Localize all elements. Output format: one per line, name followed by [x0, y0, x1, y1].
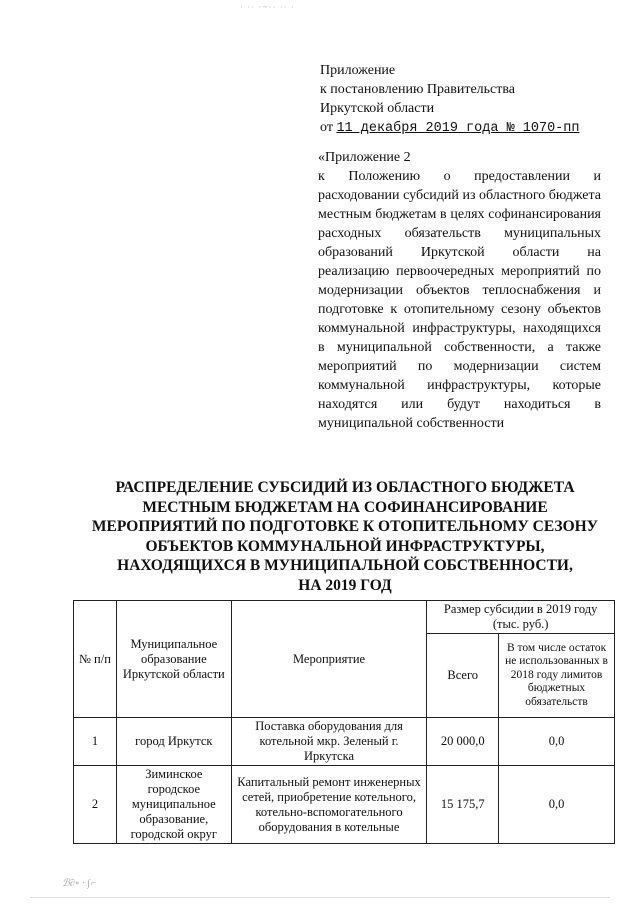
row-unused: 0,0 — [499, 718, 615, 766]
table-row — [74, 766, 615, 844]
header-measure: Мероприятие — [231, 601, 427, 718]
row-measure: Капитальный ремонт инженерных сетей, приобретение котельного, котельно-вспомогательного оборудования в котельные — [231, 766, 427, 844]
header-subsidy-group: Размер субсидии в 2019 году (тыс. руб.) — [427, 601, 615, 634]
title-line: НА 2019 ГОД — [298, 576, 392, 594]
title-line: МЕРОПРИЯТИЙ ПО ПОДГОТОВКЕ К ОТОПИТЕЛЬНОМУ СЕЗОНУ — [91, 518, 599, 536]
page-edge-divider — [30, 897, 610, 898]
row-municipality: Зиминское городское муниципальное образование, городской округ — [116, 766, 231, 844]
title-line: ОБЪЕКТОВ КОММУНАЛЬНОЙ ИНФРАСТРУКТУРЫ, — [145, 537, 545, 555]
decree-date: 11 декабря 2019 года № 1070-пп — [336, 121, 580, 136]
table-row — [74, 718, 615, 766]
row-num: 2 — [74, 766, 117, 844]
title-line: МЕСТНЫМ БЮДЖЕТАМ НА СОФИНАНСИРОВАНИЕ — [142, 498, 548, 516]
appendix-2-block — [318, 148, 601, 433]
scan-artifact-top: · ·· ·~·· ·· · — [240, 2, 295, 12]
header-total: Всего — [427, 634, 499, 718]
decree-reference: к постановлению Правительства — [320, 82, 516, 97]
row-total: 20 000,0 — [427, 718, 499, 766]
document-title — [80, 478, 610, 596]
header-num: № п/п — [74, 601, 117, 718]
row-measure: Поставка оборудования для котельной мкр. Зеленый г. Иркутска — [231, 718, 427, 766]
row-unused: 0,0 — [499, 766, 615, 844]
row-total: 15 175,7 — [427, 766, 499, 844]
decree-date-line — [320, 118, 610, 138]
scan-artifact-bottom: ℬ∂∘ · ∫⌐ — [62, 878, 97, 889]
header-municipality: Муниципальное образование Иркутской области — [116, 601, 231, 718]
appendix-2-text: к Положению о предоставлении и расходовании субсидий из областного бюджета местным бюджетам в целях софинансирования расходных обязательств муниципальных образований Иркутской области на реализацию первоочередных мероприятий по модернизации объектов теплоснабжения и подготовке к отопительному сезону объектов коммунальной инфраструктуры, находящихся в муниципальной собственности, а также мероприятий по модернизации систем коммунальной инфраструктуры, которые находятся или будут находиться в муниципальной собственности — [318, 169, 601, 431]
row-municipality: город Иркутск — [116, 718, 231, 766]
row-num: 1 — [74, 718, 117, 766]
region-name: Иркутской области — [320, 101, 435, 116]
date-prefix: от — [320, 120, 333, 135]
subsidy-table — [73, 600, 615, 844]
appendix-2-label: «Приложение 2 — [318, 150, 411, 165]
title-line: НАХОДЯЩИХСЯ В МУНИЦИПАЛЬНОЙ СОБСТВЕННОСТИ, — [117, 557, 573, 575]
appendix-label: Приложение — [320, 63, 396, 78]
title-line: РАСПРЕДЕЛЕНИЕ СУБСИДИЙ ИЗ ОБЛАСТНОГО БЮДЖЕТА — [115, 479, 575, 496]
header-unused: В том числе остаток не использованных в 2018 году лимитов бюджетных обязательств — [499, 634, 615, 718]
appendix-header — [320, 61, 610, 138]
